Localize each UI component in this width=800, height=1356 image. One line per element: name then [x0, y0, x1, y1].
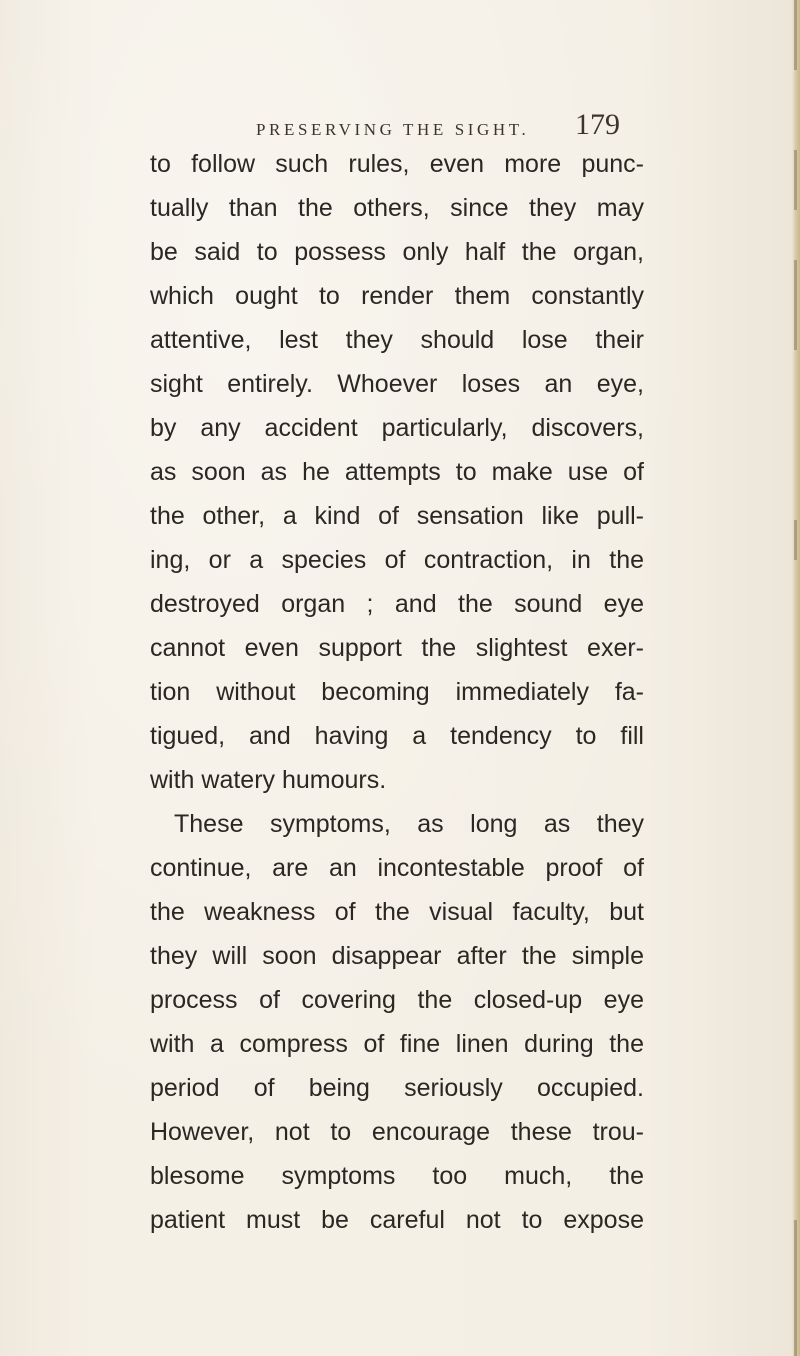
text-line: the weakness of the visual faculty, but — [150, 898, 644, 926]
page-edge-mark — [794, 1220, 797, 1356]
text-line: cannot even support the slightest exer- — [150, 634, 644, 662]
text-line: patient must be careful not to expose — [150, 1206, 644, 1234]
text-line: tually than the others, since they may — [150, 194, 644, 222]
text-line: continue, are an incontestable proof of — [150, 854, 644, 882]
text-line: These symptoms, as long as they — [174, 810, 644, 838]
text-line: the other, a kind of sensation like pull- — [150, 502, 644, 530]
text-line: destroyed organ ; and the sound eye — [150, 590, 644, 618]
text-line: with a compress of fine linen during the — [150, 1030, 644, 1058]
text-line: as soon as he attempts to make use of — [150, 458, 644, 486]
running-head: PRESERVING THE SIGHT. — [256, 120, 530, 139]
page-edge-mark — [794, 260, 797, 350]
page-edge-mark — [794, 520, 797, 560]
page-number: 179 — [575, 108, 620, 141]
text-line: However, not to encourage these trou- — [150, 1118, 644, 1146]
text-line: by any accident particularly, discovers, — [150, 414, 644, 442]
text-line: process of covering the closed-up eye — [150, 986, 644, 1014]
text-line: attentive, lest they should lose their — [150, 326, 644, 354]
text-line: sight entirely. Whoever loses an eye, — [150, 370, 644, 398]
text-line: period of being seriously occupied. — [150, 1074, 644, 1102]
text-line: be said to possess only half the organ, — [150, 238, 644, 266]
page-edge-mark — [794, 150, 797, 210]
text-line: tigued, and having a tendency to fill — [150, 722, 644, 750]
text-line: blesome symptoms too much, the — [150, 1162, 644, 1190]
text-line: they will soon disappear after the simple — [150, 942, 644, 970]
page-edge-mark — [794, 0, 797, 70]
text-line: to follow such rules, even more punc- — [150, 150, 644, 178]
text-line: which ought to render them constantly — [150, 282, 644, 310]
text-line: with watery humours. — [150, 766, 387, 794]
text-line: ing, or a species of contraction, in the — [150, 546, 644, 574]
text-line: tion without becoming immediately fa- — [150, 678, 644, 706]
